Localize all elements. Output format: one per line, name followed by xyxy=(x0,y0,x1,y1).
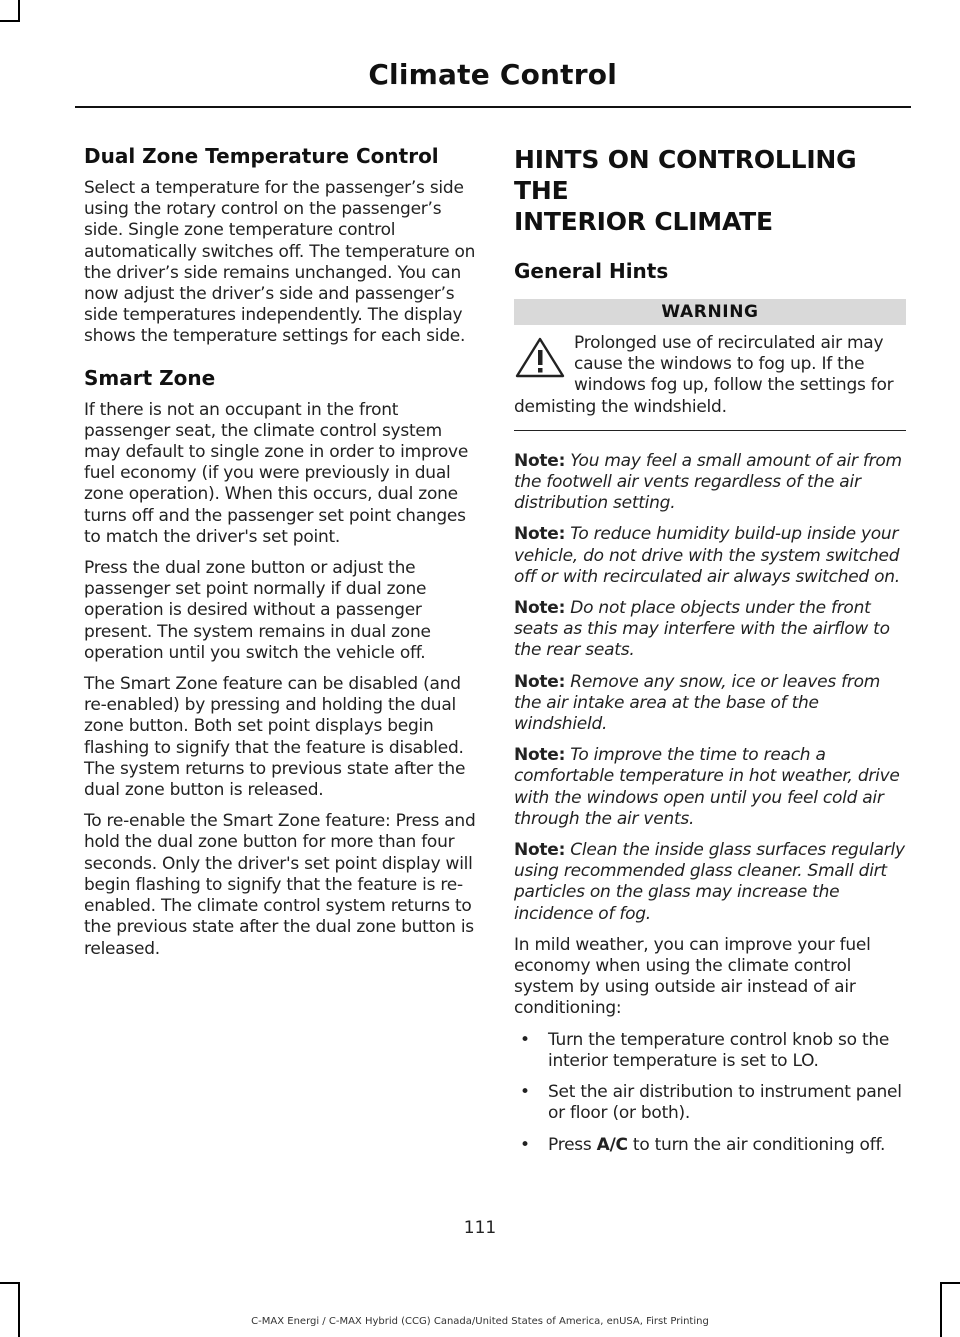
section-heading-line-1: HINTS ON CONTROLLING THE xyxy=(514,145,857,205)
note xyxy=(514,745,906,830)
crop-mark xyxy=(0,20,20,22)
warning-label: WARNING xyxy=(514,299,906,325)
note xyxy=(514,598,906,662)
list-item xyxy=(514,1135,906,1156)
smart-zone-heading: Smart Zone xyxy=(84,365,216,390)
left-column xyxy=(84,144,476,970)
header-divider xyxy=(75,106,911,108)
smart-zone-paragraph-2: Press the dual zone button or adjust the passenger set point normally if dual zone operation is desired without a passenger present. The system remains in dual zone operation until you switch the vehicle off. xyxy=(84,558,431,663)
smart-zone-paragraph-1: If there is not an occupant in the front passenger seat, the climate control system may default to single zone in order to improve fuel economy (if you were previously in dual zone operation). When this occurs, dual zone turns off and the passenger set point changes to match the driver's set point. xyxy=(84,399,469,547)
warning-divider xyxy=(514,430,906,431)
crop-mark xyxy=(18,0,20,22)
dual-zone-paragraph: Select a temperature for the passenger’s side using the rotary control on the passenger’s side. Single zone temperature control automatically switches off. The temperature on the driver’s side remains unchanged. You can now adjust the driver’s side and passenger’s side temperatures independently. The display shows the temperature settings for each side. xyxy=(84,178,476,347)
note-label: Note: xyxy=(514,450,566,471)
note xyxy=(514,672,906,736)
list-item: • Turn the temperature control knob so the interior temperature is set to LO. xyxy=(514,1030,906,1072)
page-number: 111 xyxy=(463,1218,497,1238)
general-hints-heading: General Hints xyxy=(514,259,669,283)
list-item-text: Press xyxy=(548,1134,597,1155)
mild-weather-paragraph: In mild weather, you can improve your fuel economy when using the climate control system by using outside air instead of air conditioning: xyxy=(514,934,871,1019)
note-label: Note: xyxy=(514,524,566,545)
list-item: • Set the air distribution to instrument panel or floor (or both). xyxy=(514,1082,906,1124)
note-text: You may feel a small amount of air from the footwell air vents regardless of the air distribution setting. xyxy=(514,450,902,514)
footer-text: C-MAX Energi / C-MAX Hybrid (CCG) Canada/United States of America, enUSA, First Printing xyxy=(251,1316,709,1327)
note-label: Note: xyxy=(514,671,566,692)
list-item-text: to turn the air conditioning off. xyxy=(627,1134,886,1155)
bullet-list xyxy=(514,1030,906,1156)
crop-mark xyxy=(940,1282,960,1284)
note xyxy=(514,451,906,515)
note xyxy=(514,840,906,925)
section-heading-line-2: INTERIOR CLIMATE xyxy=(514,207,773,236)
crop-mark xyxy=(18,1282,20,1337)
ac-button-label: A/C xyxy=(596,1134,628,1155)
crop-mark xyxy=(0,1282,20,1284)
warning-box xyxy=(514,333,906,418)
smart-zone-paragraph-4: To re-enable the Smart Zone feature: Press and hold the dual zone button for more than four seconds. Only the driver's set point display will begin flashing to signify that the feature is re-enabled. The climate control system returns to the previous state after the dual zone button is released. xyxy=(84,811,476,959)
note-text: Clean the inside glass surfaces regularly using recommended glass cleaner. Small dirt particles on the glass may increase the incidence of fog. xyxy=(514,840,905,924)
warning-text: Prolonged use of recirculated air may cause the windows to fog up. If the windows fog up, follow the settings for demisting the windshield. xyxy=(514,333,894,417)
note-text: To improve the time to reach a comfortable temperature in hot weather, drive with the windows open until you feel cold air through the air vents. xyxy=(514,745,900,829)
dual-zone-heading: Dual Zone Temperature Control xyxy=(84,144,439,168)
note-label: Note: xyxy=(514,598,566,619)
section-heading xyxy=(514,144,906,237)
note-label: Note: xyxy=(514,745,566,766)
smart-zone-paragraph-3: The Smart Zone feature can be disabled (and re-enabled) by pressing and holding the dual zone button. Both set point displays begin flashing to signify that the feature is disabled. The system returns to previous state after the dual zone button is released. xyxy=(84,674,466,801)
note-text: Do not place objects under the front seats as this may interfere with the airflow to the rear seats. xyxy=(514,598,890,661)
note-text: Remove any snow, ice or leaves from the air intake area at the base of the windshield. xyxy=(514,671,881,735)
note-label: Note: xyxy=(514,840,566,861)
page-title: Climate Control xyxy=(368,58,617,91)
warning-triangle-icon xyxy=(514,335,566,379)
right-column xyxy=(514,144,906,1166)
note-text: To reduce humidity build-up inside your vehicle, do not drive with the system switched off or with recirculated air always switched on. xyxy=(514,524,900,587)
crop-mark xyxy=(940,1282,942,1337)
note xyxy=(514,524,906,588)
